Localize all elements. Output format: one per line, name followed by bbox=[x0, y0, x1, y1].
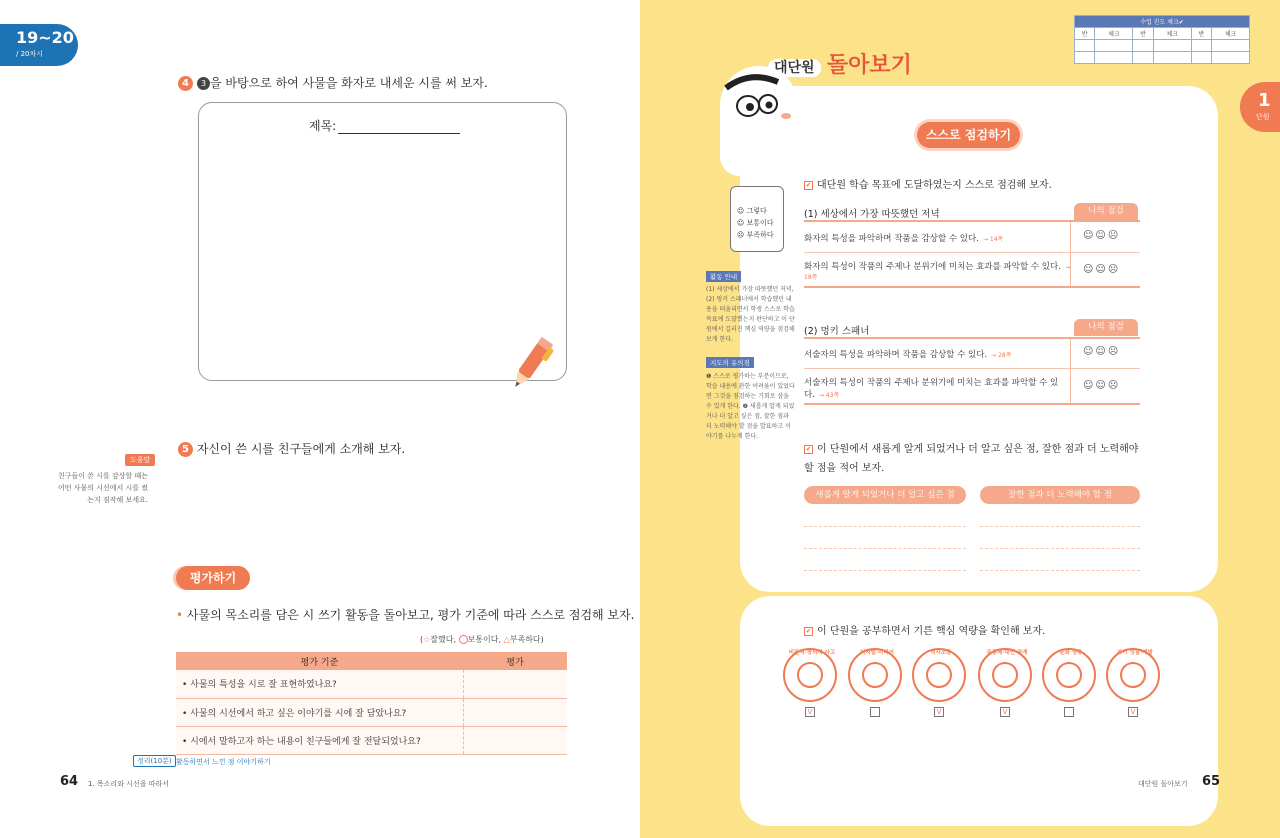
guide-badge-notes: 지도의 유의점 bbox=[706, 357, 754, 368]
competency-label: 디지털·미디어 bbox=[860, 650, 894, 656]
legend-good: 잘했다, bbox=[430, 635, 457, 644]
score-cell[interactable] bbox=[463, 698, 567, 726]
help-text: 친구들이 쓴 시를 감상할 때는 어떤 사물의 시선에서 시를 썼는지 짐작해 보세요. bbox=[57, 472, 148, 504]
progress-col: 체크 bbox=[1212, 28, 1250, 40]
guide-text-notes: ❶ 스스로 평가하는 부분이므로, 학습 내용에 관한 어려움이 있었다면 그것을 점검하는 기회로 삼을 수 있게 한다. ❷ 새롭게 알게 되었거나 더 알고 싶은 점, 잘한 점과 더 노력해야 할 점을 발표하고 이야기를 나누게 한다. bbox=[706, 373, 795, 440]
divider bbox=[804, 403, 1140, 405]
competency-label: 문화 향유 bbox=[1059, 650, 1083, 656]
writing-line[interactable] bbox=[980, 548, 1140, 549]
question-5 bbox=[178, 440, 405, 457]
writing-line[interactable] bbox=[804, 548, 966, 549]
bullet-dot: • bbox=[176, 608, 187, 622]
checkbox-icon: ✔ bbox=[805, 444, 812, 453]
evaluation-question-text: 사물의 목소리를 담은 시 쓰기 활동을 돌아보고, 평가 기준에 따라 스스로 점검해 보자. bbox=[186, 608, 635, 622]
page-number-left: 64 bbox=[60, 774, 79, 789]
competency-label: 자기 성찰·계발 bbox=[1117, 650, 1153, 656]
goal-check-text: 대단원 학습 목표에 도달하였는지 스스로 점검해 보자. bbox=[817, 180, 1052, 191]
progress-cell[interactable] bbox=[1075, 52, 1095, 64]
lesson-tab-total: / 20차시 bbox=[16, 50, 44, 58]
divider bbox=[804, 220, 1140, 222]
page-ref: → 43쪽 bbox=[818, 392, 840, 399]
competency-label: 공동체·대인 관계 bbox=[986, 650, 1028, 656]
divider bbox=[804, 252, 1140, 253]
progress-cell[interactable] bbox=[1095, 40, 1133, 52]
clip-yes: ☺ 그렇다 bbox=[737, 207, 767, 215]
question-5-text: 자신이 쓴 시를 친구들에게 소개해 보자. bbox=[196, 442, 406, 456]
thumbs-up-icon bbox=[1120, 662, 1146, 688]
people-icon bbox=[992, 662, 1018, 688]
divider bbox=[804, 337, 1140, 339]
criteria-cell: • 시에서 말하고자 하는 내용이 친구들에게 잘 전달되었나요? bbox=[176, 726, 463, 754]
progress-cell[interactable] bbox=[1133, 40, 1153, 52]
face-rating-icons[interactable]: ☺☺☹ bbox=[1083, 346, 1121, 357]
question-4 bbox=[178, 74, 488, 91]
star-icon: ☆ bbox=[423, 635, 431, 644]
section-2-title: (2) 멍키 스패너 bbox=[804, 326, 870, 337]
criteria-cell: • 사물의 특성을 시로 잘 표현하였나요? bbox=[176, 670, 463, 698]
competency-checkbox[interactable] bbox=[870, 707, 880, 717]
page-number-right: 65 bbox=[1202, 774, 1221, 789]
unit-review-title-a: 대단원 bbox=[768, 59, 821, 77]
guide-text-activity: (1) 세상에서 가장 따뜻했던 저녁, (2) 멍키 스패너에서 학습했던 내용을 떠올리면서 학생 스스로 학습 목표에 도달했는지 판단하고 이 단원에서 길러진 핵심 역량을 점검해 보게 한다. bbox=[706, 286, 795, 343]
progress-col: 반 bbox=[1191, 28, 1211, 40]
competency-question-text: 이 단원을 공부하면서 기른 핵심 역량을 확인해 보자. bbox=[817, 626, 1046, 637]
competency-community bbox=[978, 648, 1032, 702]
clip-ok-text: 보통이다 bbox=[746, 219, 774, 227]
self-check-panel bbox=[740, 86, 1218, 592]
chat-icon bbox=[926, 662, 952, 688]
unit-number: 1 bbox=[1258, 90, 1271, 111]
progress-cell[interactable] bbox=[1191, 40, 1211, 52]
competency-checkbox[interactable]: V bbox=[1000, 707, 1010, 717]
clip-no: ☹ 부족하다 bbox=[737, 231, 774, 239]
progress-cell[interactable] bbox=[1153, 52, 1191, 64]
table-row bbox=[176, 698, 567, 726]
competency-question bbox=[804, 622, 1045, 637]
self-check-badge: 스스로 점검하기 bbox=[917, 122, 1020, 148]
legend-poor: 부족하다 bbox=[509, 635, 541, 644]
check-row-text: 화자의 특성이 작품의 주제나 분위기에 미치는 효과를 파악할 수 있다. bbox=[804, 262, 1061, 272]
clip-no-text: 부족하다 bbox=[746, 231, 774, 239]
competency-critical-thinking bbox=[783, 648, 837, 702]
evaluation-table bbox=[176, 652, 567, 755]
progress-cell[interactable] bbox=[1075, 40, 1095, 52]
clip-yes-text: 그렇다 bbox=[746, 207, 767, 215]
my-check-label: 나의 점검 bbox=[1074, 203, 1138, 220]
progress-col: 반 bbox=[1075, 28, 1095, 40]
table-row bbox=[176, 726, 567, 754]
competency-checkbox[interactable] bbox=[1064, 707, 1074, 717]
progress-col: 반 bbox=[1133, 28, 1153, 40]
competency-self-reflection bbox=[1106, 648, 1160, 702]
writing-line[interactable] bbox=[804, 526, 966, 527]
check-row-text: 화자의 특성을 파악하며 작품을 감상할 수 있다. bbox=[804, 234, 979, 244]
heart-icon bbox=[1056, 662, 1082, 688]
unit-label: 단원 bbox=[1256, 113, 1270, 121]
evaluation-question bbox=[176, 606, 634, 623]
criteria-cell: • 사물의 시선에서 하고 싶은 이야기를 시에 잘 담았나요? bbox=[176, 698, 463, 726]
progress-cell[interactable] bbox=[1212, 40, 1250, 52]
page-ref: → 14쪽 bbox=[982, 236, 1004, 243]
legend-ok: 보통이다, bbox=[467, 635, 502, 644]
divider bbox=[804, 286, 1140, 288]
check-row-text: 서술자의 특성이 작품의 주제나 분위기에 미치는 효과를 파악할 수 있다. bbox=[804, 378, 1059, 400]
lesson-tab bbox=[0, 24, 78, 66]
pill-new-learning: 새롭게 알게 되었거나 더 알고 싶은 점 bbox=[804, 486, 966, 504]
clipboard-legend bbox=[730, 186, 784, 252]
writing-line[interactable] bbox=[980, 526, 1140, 527]
competency-culture bbox=[1042, 648, 1096, 702]
evaluation-badge: 평가하기 bbox=[176, 566, 250, 590]
criteria-text: 시에서 말하고자 하는 내용이 친구들에게 잘 전달되었나요? bbox=[190, 736, 421, 747]
face-rating-icons[interactable]: ☺☺☹ bbox=[1083, 230, 1121, 241]
face-rating-icons[interactable]: ☺☺☹ bbox=[1083, 380, 1121, 391]
competency-checkbox[interactable]: V bbox=[805, 707, 815, 717]
mascot-icon bbox=[720, 66, 798, 176]
question-4-text: 을 바탕으로 하여 사물을 화자로 내세운 시를 써 보자. bbox=[210, 76, 488, 90]
competency-digital-media bbox=[848, 648, 902, 702]
evaluation-legend: (☆잘했다, 보통이다, △부족하다) bbox=[420, 635, 544, 644]
right-page bbox=[640, 0, 1280, 838]
progress-col: 체크 bbox=[1153, 28, 1191, 40]
triangle-icon: △ bbox=[503, 635, 510, 644]
column-separator bbox=[1070, 222, 1071, 286]
competency-checkbox[interactable]: V bbox=[934, 707, 944, 717]
unit-review-title-b: 돌아보기 bbox=[826, 53, 912, 78]
column-separator bbox=[1070, 339, 1071, 403]
progress-cell[interactable] bbox=[1095, 52, 1133, 64]
my-check-label: 나의 점검 bbox=[1074, 319, 1138, 336]
competency-label: 비판적·창의적 사고 bbox=[788, 650, 836, 656]
lesson-tab-range: 19~20 bbox=[16, 28, 74, 47]
device-icon bbox=[862, 662, 888, 688]
progress-col: 체크 bbox=[1095, 28, 1133, 40]
progress-cell[interactable] bbox=[1153, 40, 1191, 52]
clip-ok: ☺ 보통이다 bbox=[737, 219, 774, 227]
competency-label: 의사소통 bbox=[930, 650, 952, 656]
progress-cell[interactable] bbox=[1133, 52, 1153, 64]
unit-review-title bbox=[768, 48, 912, 79]
header-score: 평가 bbox=[463, 652, 567, 670]
criteria-text: 사물의 특성을 시로 잘 표현하였나요? bbox=[190, 680, 337, 691]
poem-title-line bbox=[338, 122, 460, 134]
question-ref-number: 3 bbox=[197, 77, 210, 90]
check-row bbox=[804, 260, 1074, 282]
face-rating-icons[interactable]: ☺☺☹ bbox=[1083, 264, 1121, 275]
score-cell[interactable] bbox=[463, 726, 567, 754]
header-criteria: 평가 기준 bbox=[176, 652, 463, 670]
competency-checkbox[interactable]: V bbox=[1128, 707, 1138, 717]
score-cell[interactable] bbox=[463, 670, 567, 698]
check-row bbox=[804, 376, 1074, 400]
competency-communication bbox=[912, 648, 966, 702]
checkbox-icon: ✔ bbox=[805, 626, 812, 635]
thinking-icon bbox=[797, 662, 823, 688]
page-label-right: 대단원 돌아보기 bbox=[1138, 780, 1188, 788]
table-row bbox=[176, 670, 567, 698]
wrap-up-badge: 정리(10분) bbox=[133, 755, 176, 767]
evaluation-table-header bbox=[176, 652, 567, 670]
progress-check-table bbox=[1074, 15, 1250, 64]
check-row-text: 서술자의 특성을 파악하며 작품을 감상할 수 있다. bbox=[804, 350, 988, 360]
divider bbox=[804, 368, 1140, 369]
question-5-number: 5 bbox=[178, 442, 193, 457]
circle-icon bbox=[459, 635, 468, 644]
pill-strengths: 잘한 점과 더 노력해야 할 점 bbox=[980, 486, 1140, 504]
help-badge: 도움말 bbox=[125, 454, 155, 466]
criteria-text: 사물의 시선에서 하고 싶은 이야기를 시에 잘 담았나요? bbox=[190, 708, 407, 719]
poem-title-label: 제목: bbox=[309, 119, 337, 133]
progress-cell[interactable] bbox=[1212, 52, 1250, 64]
writing-line[interactable] bbox=[980, 570, 1140, 571]
page-ref: → 18쪽 bbox=[804, 264, 1070, 281]
writing-line[interactable] bbox=[804, 570, 966, 571]
unit-tab bbox=[1240, 82, 1280, 132]
question-4-number: 4 bbox=[178, 76, 193, 91]
new-learning-text: 이 단원에서 새롭게 알게 되었거나 더 알고 싶은 점, 잘한 점과 더 노력해야 할 점을 적어 보자. bbox=[804, 444, 1139, 474]
pencil-icon bbox=[505, 330, 559, 396]
wrap-up-text: 활동하면서 느낀 점 이야기하기 bbox=[176, 758, 271, 766]
goal-check-line bbox=[804, 176, 1052, 191]
poem-title-field[interactable] bbox=[309, 117, 460, 134]
page-label-left: 1. 목소리와 시선을 따라서 bbox=[88, 780, 169, 788]
new-learning-question bbox=[804, 440, 1144, 478]
checkbox-icon: ✔ bbox=[805, 180, 812, 189]
section-1-title: (1) 세상에서 가장 따뜻했던 저녁 bbox=[804, 209, 940, 220]
progress-cell[interactable] bbox=[1191, 52, 1211, 64]
progress-header: 수업 진도 체크✔ bbox=[1075, 16, 1250, 28]
page-ref: → 28쪽 bbox=[991, 352, 1012, 359]
guide-badge-activity: 활동 안내 bbox=[706, 271, 741, 282]
